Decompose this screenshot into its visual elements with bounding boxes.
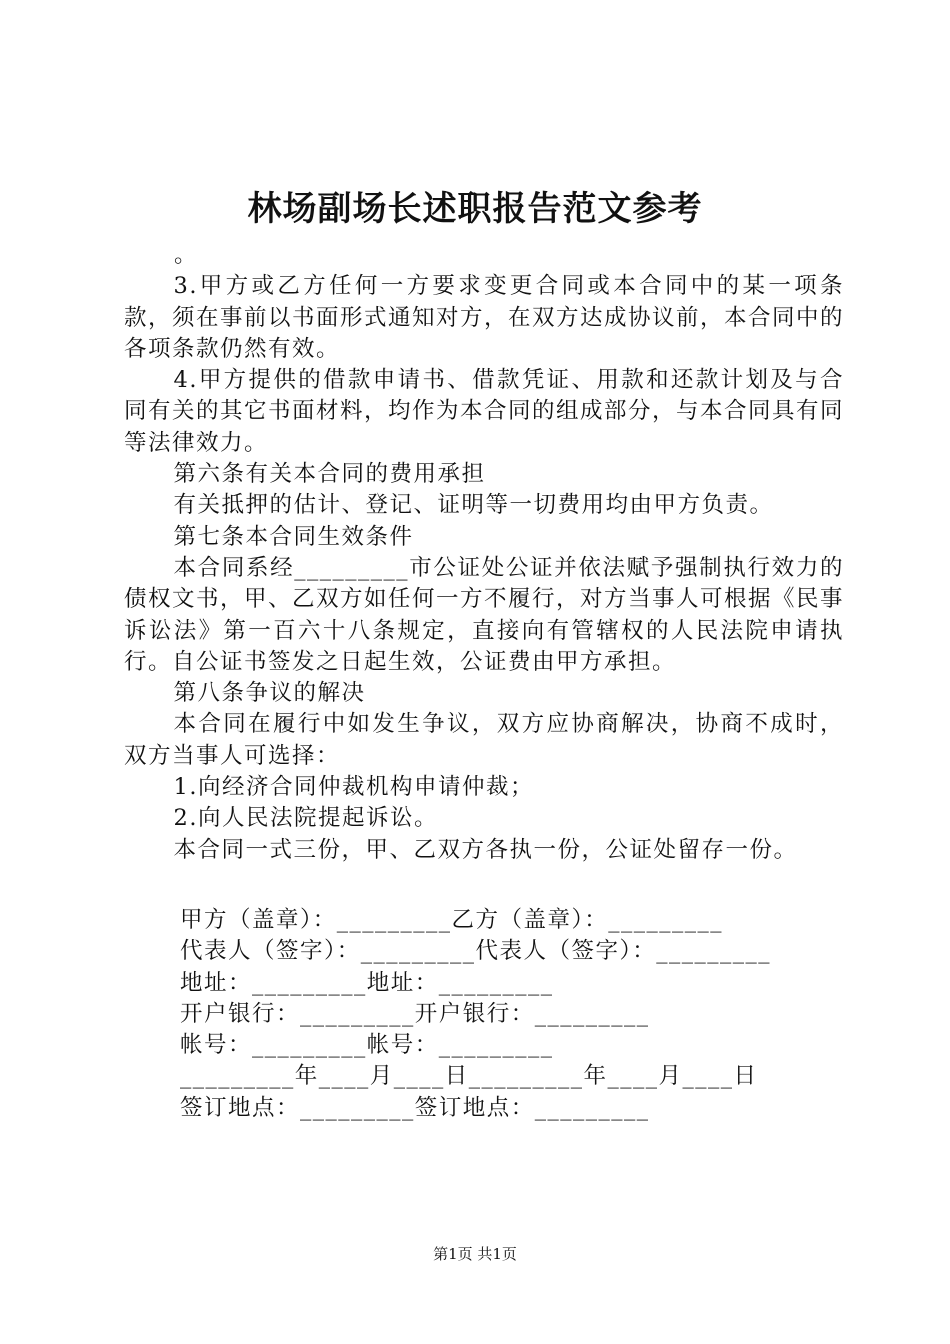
- clause-paragraph-4: 4.甲方提供的借款申请书、借款凭证、用款和还款计划及与合同有关的其它书面材料，均作为本合同的组成部分，与本合同具有同等法律效力。: [124, 367, 845, 456]
- lead-mark: 。: [174, 242, 199, 268]
- signature-address-line: 地址：_________地址：_________: [180, 969, 554, 996]
- article-6-heading: 第六条有关本合同的费用承担: [173, 461, 486, 488]
- article-7-body: 本合同系经_________市公证处公证并依法赋予强制执行效力的债权文书，甲、乙双方如任何一方不履行，对方当事人可根据《民事诉讼法》第一百六十八条规定，直接向有管辖权的人民法院申请执行。自公证书签发之日起生效，公证费由甲方承担。: [124, 554, 845, 675]
- signature-date-line: _________年____月____日_________年____月____日: [180, 1063, 758, 1090]
- article-8-body: 本合同在履行中如发生争议，双方应协商解决，协商不成时，双方当事人可选择：: [124, 711, 844, 769]
- dispute-option-1: 1.向经济合同仲裁机构申请仲裁；: [173, 774, 534, 801]
- article-8-heading: 第八条争议的解决: [173, 680, 366, 707]
- signature-bank-line: 开户银行：_________开户银行：_________: [180, 1000, 650, 1027]
- signature-representative-line: 代表人（签字）：_________代表人（签字）：_________: [180, 938, 772, 965]
- article-7-heading: 第七条本合同生效条件: [173, 523, 414, 550]
- article-6-body: 有关抵押的估计、登记、证明等一切费用均由甲方负责。: [173, 492, 774, 519]
- document-body: [124, 240, 844, 866]
- signature-seal-line: 甲方（盖章）：_________乙方（盖章）：_________: [180, 907, 724, 933]
- copies-statement: 本合同一式三份，甲、乙双方各执一份，公证处留存一份。: [173, 836, 798, 863]
- document-title: 林场副场长述职报告范文参考: [247, 189, 703, 229]
- dispute-option-2: 2.向人民法院提起诉讼。: [173, 805, 438, 832]
- clause-paragraph-3: 3.甲方或乙方任何一方要求变更合同或本合同中的某一项条款，须在事前以书面形式通知对方，在双方达成协议前，本合同中的各项条款仍然有效。: [124, 273, 845, 362]
- page-footer: 第1页 共1页: [433, 1245, 517, 1263]
- signature-place-line: 签订地点：_________签订地点：_________: [180, 1094, 650, 1121]
- signature-account-line: 帐号：_________帐号：_________: [180, 1032, 554, 1059]
- signature-block: [180, 905, 880, 1124]
